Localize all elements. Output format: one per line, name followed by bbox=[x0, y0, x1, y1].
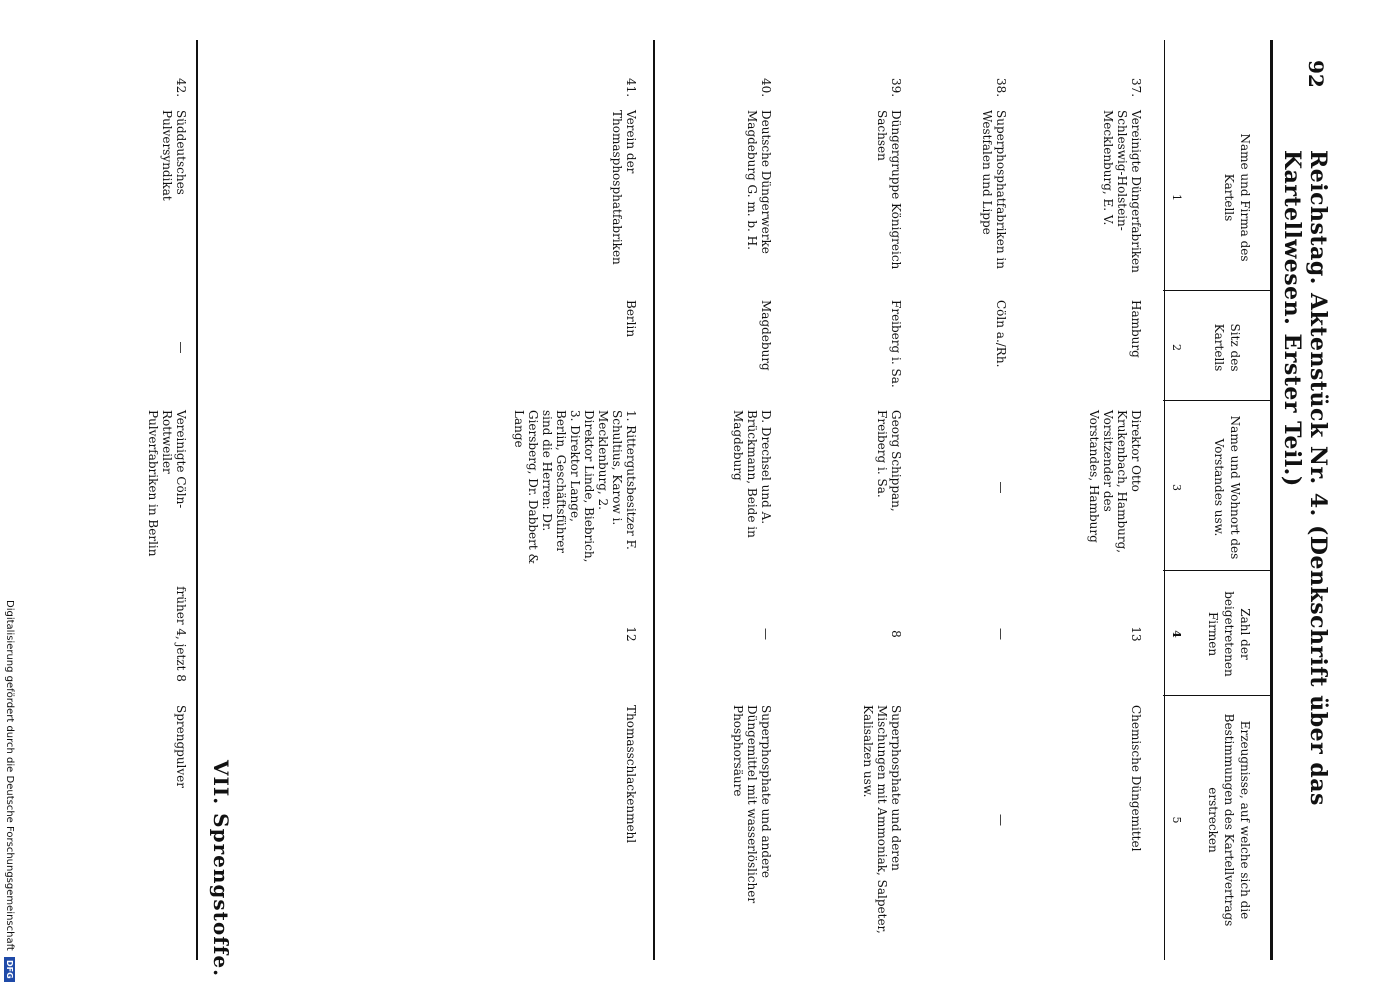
column-header-name: Name und Firma des Kartells bbox=[1222, 133, 1252, 262]
cartel-board: Georg Schippan, Freiberg i. Sa. bbox=[875, 410, 903, 512]
cartel-firm-count: — bbox=[994, 628, 1008, 640]
cartel-products: Thomasschlackenmehl bbox=[624, 705, 638, 844]
cartel-name: Düngergruppe Königreich Sachsen bbox=[875, 110, 903, 270]
cartel-board: Vereinigte Cöln-Rottweiler Pulverfabriken in Berlin bbox=[146, 410, 188, 557]
cartel-board: — bbox=[994, 481, 1008, 494]
column-number: 1 bbox=[1170, 194, 1183, 201]
cartel-board: D. Drechsel und A. Brückmann, Beide in Magdeburg bbox=[731, 410, 773, 538]
column-number: 5 bbox=[1170, 816, 1183, 824]
cartel-name: Deutsche Düngerwerke Magdeburg G. m. b. H. bbox=[745, 110, 773, 254]
column-divider bbox=[1163, 290, 1273, 291]
column-divider bbox=[1163, 695, 1273, 696]
cartel-firm-count: früher 4, jetzt 8 bbox=[174, 586, 188, 682]
row-number: 39. bbox=[889, 78, 903, 98]
cartel-seat: Freiberg i. Sa. bbox=[889, 300, 903, 388]
row-number: 37. bbox=[1129, 78, 1143, 98]
cartel-seat: Hamburg bbox=[1129, 300, 1143, 358]
column-divider bbox=[1163, 400, 1273, 401]
cartel-seat: Magdeburg bbox=[759, 300, 773, 371]
cartel-products: Superphosphate und deren Mischungen mit Ammoniak, Salpeter, Kalisalzen usw. bbox=[861, 705, 903, 934]
cartel-name: Vereinigte Düngerfabriken Schleswig-Holstein-Mecklenburg, E. V. bbox=[1101, 110, 1143, 273]
column-header-firms: Zahl der beigetretenen Firmen bbox=[1206, 591, 1252, 677]
cartel-firm-count: — bbox=[759, 628, 773, 640]
column-header-board: Name und Wohnort des Vorstandes usw. bbox=[1212, 415, 1242, 560]
cartel-board: Direktor Otto Krukenbach, Hamburg, Vorsitzender des Vorstandes, Hamburg bbox=[1087, 410, 1143, 554]
column-divider bbox=[1163, 570, 1273, 571]
cartel-board: 1. Rittergutsbesitzer F. Schultius, Karow i. Mecklenburg, 2. Direktor Linde, Biebrich, 3. Direktor Lange, Berlin, Geschäftsführer sind die Herren: Dr. Giersberg, Dr. Dabbert & Lange bbox=[512, 410, 638, 565]
table-top-rule bbox=[1270, 40, 1273, 960]
row-number: 38. bbox=[994, 78, 1008, 98]
cartel-firm-count: 12 bbox=[624, 626, 638, 642]
cartel-seat: Berlin bbox=[624, 300, 638, 338]
dfg-logo: DFG bbox=[4, 957, 15, 982]
cartel-firm-count: 8 bbox=[889, 630, 903, 638]
cartel-seat: Cöln a./Rh. bbox=[994, 300, 1008, 368]
column-number: 3 bbox=[1170, 484, 1183, 491]
column-number: 4 bbox=[1170, 630, 1183, 638]
cartel-products: Superphosphate und andere Düngemittel mit wasserlöslicher Phosphorsäure bbox=[731, 705, 773, 904]
cartel-products: Chemische Düngemittel bbox=[1129, 705, 1143, 852]
header-bottom-rule bbox=[1164, 40, 1165, 960]
cartel-name: Superphosphatfabriken in Westfalen und Lippe bbox=[980, 110, 1008, 269]
cartel-products: — bbox=[994, 814, 1008, 826]
section-heading: VII. Sprengstoffe. bbox=[209, 760, 233, 978]
row-separator bbox=[196, 40, 198, 960]
footer-text: Digitalisierung gefördert durch die Deutsche Forschungsgemeinschaft bbox=[4, 600, 15, 951]
column-header-seat: Sitz des Kartells bbox=[1212, 323, 1242, 372]
column-header-products: Erzeugnisse, auf welche sich die Bestimmungen des Kartellvertrags erstrecken bbox=[1206, 713, 1252, 927]
cartel-seat: — bbox=[174, 341, 188, 354]
cartel-firm-count: 13 bbox=[1129, 626, 1143, 642]
page-number: 92 bbox=[1304, 60, 1328, 88]
row-number: 41. bbox=[624, 78, 638, 98]
cartel-products: Sprengpulver bbox=[174, 705, 188, 789]
column-number: 2 bbox=[1170, 344, 1183, 351]
row-number: 40. bbox=[759, 78, 773, 98]
digitization-footer bbox=[4, 600, 15, 982]
page-header-title: Reichstag. Aktenstück Nr. 4. (Denkschrift über das Kartellwesen. Erster Teil.) bbox=[1279, 150, 1331, 806]
row-separator bbox=[653, 40, 655, 960]
row-number: 42. bbox=[174, 78, 188, 98]
cartel-name: Süddeutsches Pulversyndikat bbox=[160, 110, 188, 201]
cartel-name: Verein der Thomasphosphatfabriken bbox=[610, 110, 638, 265]
